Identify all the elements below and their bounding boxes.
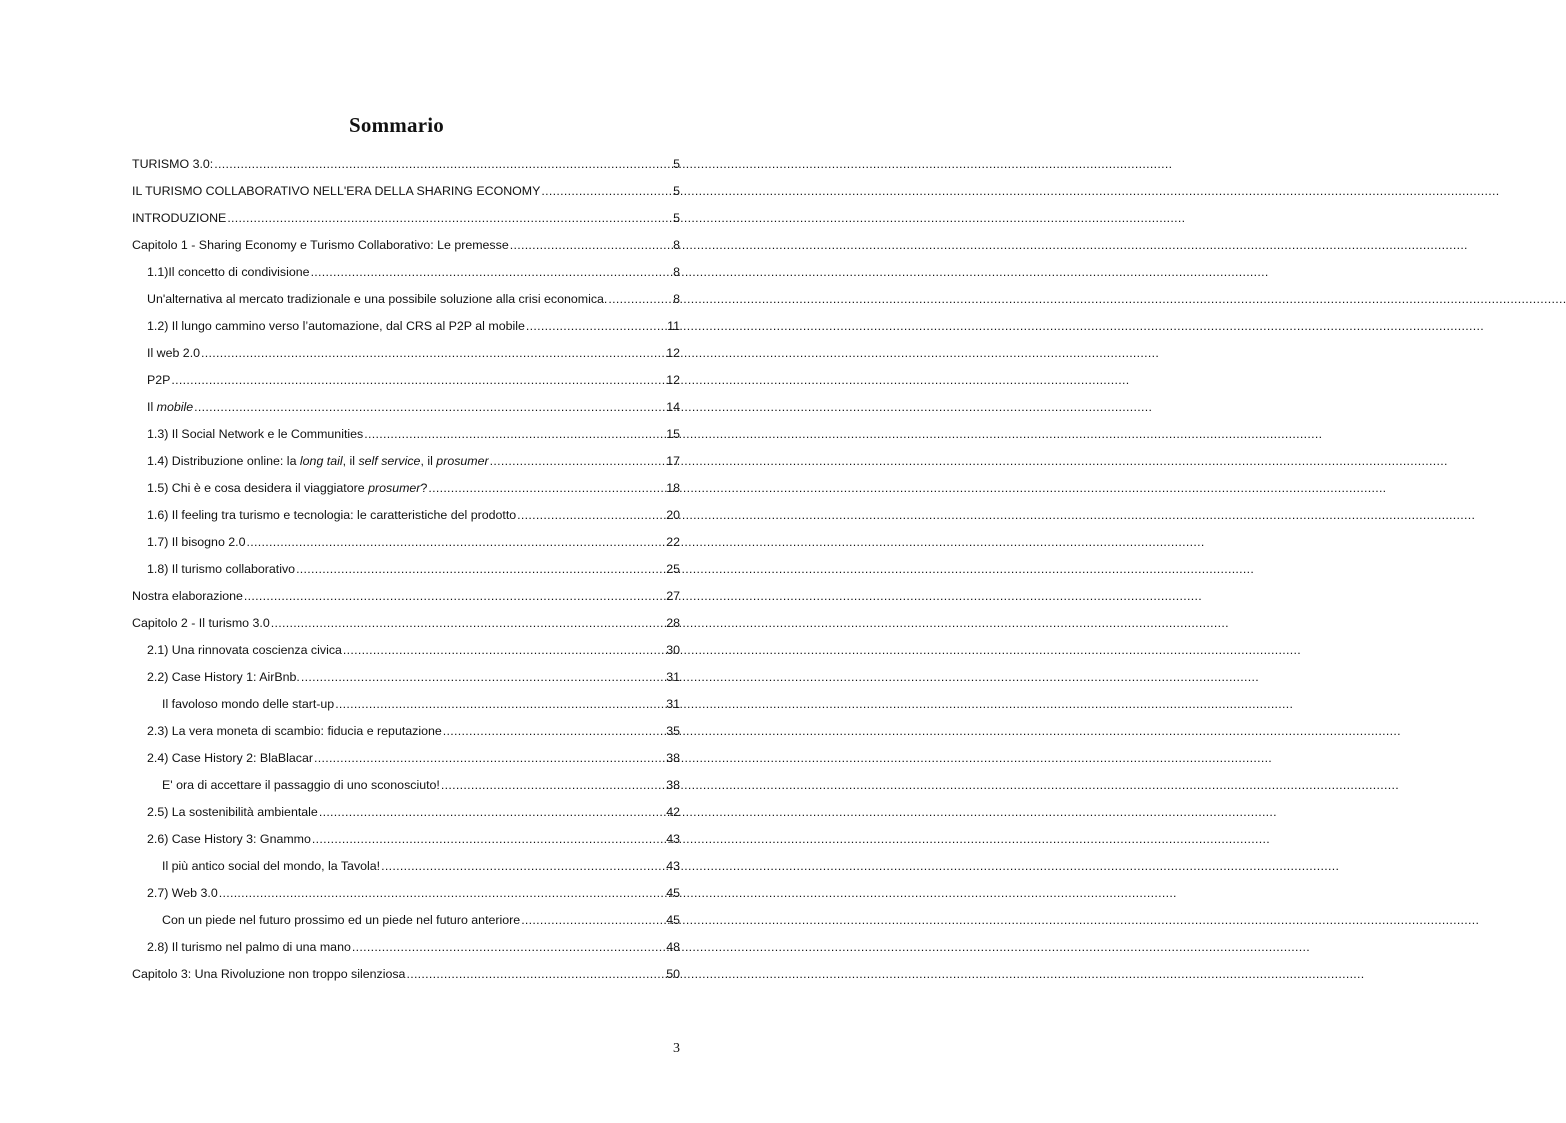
toc-entry-label: Capitolo 3: Una Rivoluzione non troppo silenziosa: [132, 967, 406, 981]
toc-entry-page: 42: [666, 805, 680, 819]
toc-entry[interactable]: [132, 343, 680, 370]
toc-leader-dots: [300, 667, 665, 687]
toc-leader-dots: [318, 802, 665, 822]
toc-leader-dots: [313, 748, 665, 768]
toc-leader-dots: [243, 586, 665, 606]
toc-leader-dots: [427, 478, 665, 498]
toc-entry-page: 5: [673, 184, 680, 198]
toc-entry-page: 28: [666, 616, 680, 630]
toc-entry[interactable]: [132, 721, 680, 748]
toc-entry-page: 8: [673, 238, 680, 252]
toc-entry-label: Il favoloso mondo delle start-up: [162, 697, 335, 711]
toc-entry-label: 1.7) Il bisogno 2.0: [147, 535, 246, 549]
toc-entry-page: 17: [666, 454, 680, 468]
toc-entry[interactable]: [132, 289, 680, 316]
toc-entry[interactable]: [132, 613, 680, 640]
toc-entry-page: 45: [666, 913, 680, 927]
toc-entry-page: 18: [666, 481, 680, 495]
toc-entry-page: 11: [667, 319, 680, 333]
toc-leader-dots: [489, 451, 666, 471]
toc-entry-label: Con un piede nel futuro prossimo ed un piede nel futuro anteriore: [162, 913, 521, 927]
toc-leader-dots: [363, 424, 665, 444]
toc-entry-page: 5: [673, 157, 680, 171]
toc-entry[interactable]: [132, 451, 680, 478]
toc-entry-page: 38: [666, 778, 680, 792]
toc-leader-dots: [380, 856, 665, 876]
toc-leader-dots: [520, 910, 665, 930]
toc-entry-label: 1.8) Il turismo collaborativo: [147, 562, 296, 576]
toc-entry[interactable]: [132, 235, 680, 262]
toc-entry-page: 12: [666, 373, 680, 387]
toc-entry-page: 45: [666, 886, 680, 900]
toc-entry-label: 2.3) La vera moneta di scambio: fiducia e reputazione: [147, 724, 442, 738]
toc-entry-page: 22: [666, 535, 680, 549]
toc-entry-label: 1.4) Distribuzione online: la long tail, il self service, il prosumer: [147, 454, 489, 468]
toc-leader-dots: [295, 559, 665, 579]
toc-leader-dots: [405, 964, 665, 984]
toc-entry[interactable]: [132, 208, 680, 235]
table-of-contents: [132, 154, 680, 991]
toc-entry-label: Capitolo 1 - Sharing Economy e Turismo Collaborativo: Le premesse: [132, 238, 509, 252]
toc-entry-page: 31: [666, 697, 680, 711]
toc-entry-label: Il mobile: [147, 400, 194, 414]
toc-entry-page: 12: [666, 346, 680, 360]
toc-leader-dots: [311, 829, 665, 849]
toc-entry-label: E' ora di accettare il passaggio di uno sconosciuto!: [162, 778, 440, 792]
toc-entry[interactable]: [132, 694, 680, 721]
toc-leader-dots: [351, 937, 665, 957]
toc-leader-dots: [246, 532, 666, 552]
toc-entry-page: 48: [666, 940, 680, 954]
toc-entry[interactable]: [132, 424, 680, 451]
toc-title: Sommario: [349, 113, 444, 137]
toc-leader-dots: [442, 721, 665, 741]
toc-leader-dots: [334, 694, 665, 714]
toc-entry-label: 2.2) Case History 1: AirBnb.: [147, 670, 300, 684]
toc-entry-label: 1.3) Il Social Network e le Communities: [147, 427, 364, 441]
toc-entry[interactable]: [132, 532, 680, 559]
toc-entry-label: Il più antico social del mondo, la Tavola!: [162, 859, 381, 873]
toc-leader-dots: [516, 505, 665, 525]
toc-leader-dots: [607, 289, 672, 309]
toc-leader-dots: [213, 154, 672, 174]
toc-entry-label: 1.2) Il lungo cammino verso l’automazione, dal CRS al P2P al mobile: [147, 319, 525, 333]
toc-entry-page: 30: [666, 643, 680, 657]
toc-entry-page: 38: [666, 751, 680, 765]
toc-entry[interactable]: [132, 775, 680, 802]
toc-leader-dots: [270, 613, 665, 633]
toc-entry-page: 35: [666, 724, 680, 738]
toc-entry-page: 50: [666, 967, 680, 981]
toc-entry[interactable]: [132, 802, 680, 829]
toc-entry[interactable]: [132, 181, 680, 208]
toc-entry-label: P2P: [147, 373, 171, 387]
toc-entry-page: 27: [666, 589, 680, 603]
toc-entry-label: Un'alternativa al mercato tradizionale e una possibile soluzione alla crisi economica.: [147, 292, 608, 306]
toc-entry[interactable]: [132, 397, 680, 424]
toc-entry[interactable]: [132, 262, 680, 289]
toc-entry[interactable]: [132, 370, 680, 397]
toc-leader-dots: [200, 343, 665, 363]
toc-entry-page: 5: [673, 211, 680, 225]
toc-entry-page: 15: [666, 427, 680, 441]
toc-entry[interactable]: [132, 316, 680, 343]
toc-leader-dots: [525, 316, 666, 336]
toc-leader-dots: [440, 775, 665, 795]
toc-leader-dots: [226, 208, 672, 228]
toc-entry[interactable]: [132, 883, 680, 910]
toc-entry-label: TURISMO 3.0:: [132, 157, 214, 171]
toc-entry-label: Nostra elaborazione: [132, 589, 243, 603]
toc-entry[interactable]: [132, 937, 680, 964]
toc-entry[interactable]: [132, 586, 680, 613]
toc-entry[interactable]: [132, 505, 680, 532]
toc-entry-label: IL TURISMO COLLABORATIVO NELL'ERA DELLA SHARING ECONOMY: [132, 184, 541, 198]
toc-entry-page: 8: [673, 292, 680, 306]
toc-leader-dots: [310, 262, 673, 282]
toc-entry[interactable]: [132, 667, 680, 694]
toc-entry-label: 1.1)Il concetto di condivisione: [147, 265, 310, 279]
toc-entry-label: 1.5) Chi è e cosa desidera il viaggiatore prosumer?: [147, 481, 428, 495]
toc-entry[interactable]: [132, 856, 680, 883]
toc-entry-label: 1.6) Il feeling tra turismo e tecnologia: le caratteristiche del prodotto: [147, 508, 517, 522]
toc-entry[interactable]: [132, 478, 680, 505]
toc-entry-label: INTRODUZIONE: [132, 211, 227, 225]
toc-leader-dots: [509, 235, 672, 255]
toc-entry-page: 43: [666, 832, 680, 846]
toc-entry[interactable]: [132, 559, 680, 586]
toc-entry-label: Il web 2.0: [147, 346, 201, 360]
toc-entry-page: 8: [673, 265, 680, 279]
toc-entry-label: 2.4) Case History 2: BlaBlacar: [147, 751, 313, 765]
toc-entry[interactable]: [132, 640, 680, 667]
toc-entry-label: 2.8) Il turismo nel palmo di una mano: [147, 940, 351, 954]
toc-entry[interactable]: [132, 829, 680, 856]
toc-entry-page: 31: [666, 670, 680, 684]
toc-entry-label: 2.1) Una rinnovata coscienza civica: [147, 643, 342, 657]
toc-leader-dots: [342, 640, 665, 660]
toc-entry-label: 2.5) La sostenibilità ambientale: [147, 805, 318, 819]
toc-leader-dots: [218, 883, 665, 903]
toc-entry[interactable]: [132, 748, 680, 775]
toc-entry[interactable]: [132, 910, 680, 937]
toc-entry-page: 25: [666, 562, 680, 576]
toc-entry-page: 20: [666, 508, 680, 522]
toc-leader-dots: [170, 370, 665, 390]
toc-entry[interactable]: [132, 964, 680, 991]
toc-entry-page: 14: [666, 400, 680, 414]
toc-entry-page: 43: [666, 859, 680, 873]
toc-entry-label: Capitolo 2 - Il turismo 3.0: [132, 616, 270, 630]
toc-entry-label: 2.7) Web 3.0: [147, 886, 218, 900]
toc-leader-dots: [193, 397, 665, 417]
toc-entry[interactable]: [132, 154, 680, 181]
page-number: 3: [673, 1041, 680, 1056]
toc-leader-dots: [540, 181, 672, 201]
toc-entry-label: 2.6) Case History 3: Gnammo: [147, 832, 311, 846]
